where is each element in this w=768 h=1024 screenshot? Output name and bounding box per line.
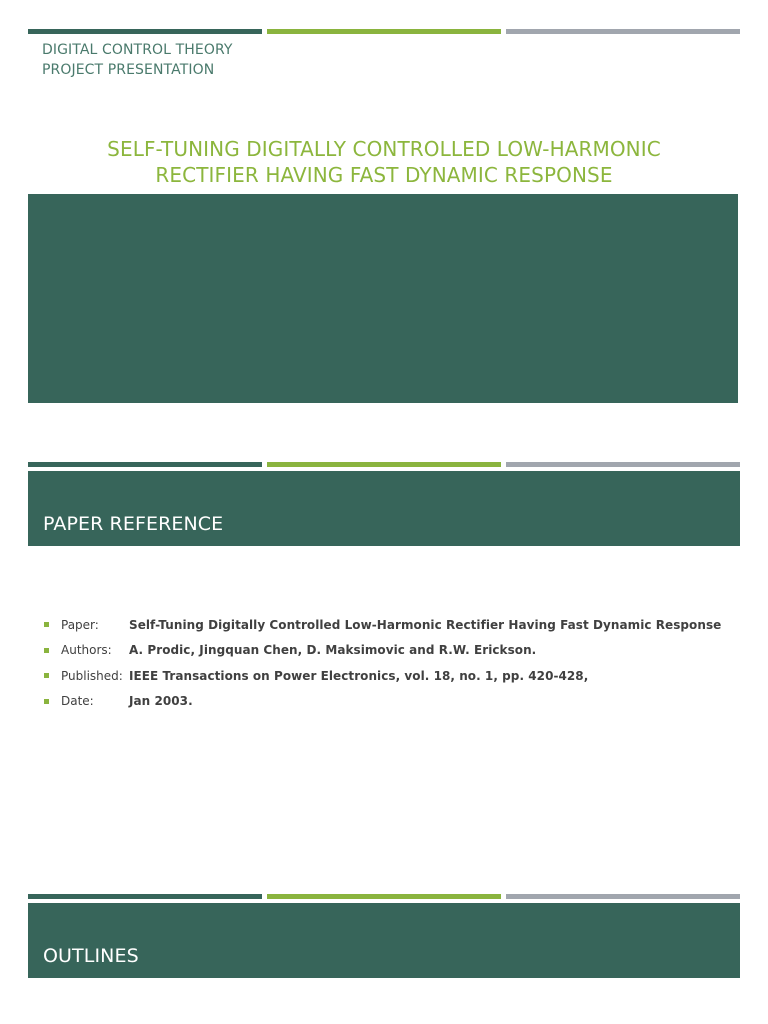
square-bullet-icon (44, 673, 49, 678)
reference-item-date (44, 689, 740, 715)
slide2-title-banner (28, 471, 740, 546)
square-bullet-icon (44, 699, 49, 704)
slide1-title (60, 136, 708, 188)
slide3-title: OUTLINES (43, 945, 139, 967)
reference-label: Date: (61, 694, 94, 709)
reference-value: Self-Tuning Digitally Controlled Low-Harmonic Rectifier Having Fast Dynamic Response (129, 617, 722, 632)
reference-item-published (44, 663, 740, 689)
stripe-dark-green (28, 462, 262, 467)
reference-list (44, 612, 740, 714)
reference-value: IEEE Transactions on Power Electronics, vol. 18, no. 1, pp. 420-428, (129, 668, 589, 683)
reference-label: Authors: (61, 643, 112, 658)
header-line-presentation: PROJECT PRESENTATION (42, 62, 215, 78)
slide1-header (42, 40, 233, 80)
slide1-green-panel (28, 194, 738, 403)
square-bullet-icon (44, 622, 49, 627)
stripe-gray (506, 29, 740, 34)
reference-item-authors (44, 638, 740, 664)
stripe-light-green (267, 462, 501, 467)
reference-value: Jan 2003. (129, 694, 193, 709)
title-line-1: SELF-TUNING DIGITALLY CONTROLLED LOW-HARMONIC (107, 137, 661, 161)
square-bullet-icon (44, 648, 49, 653)
stripe-dark-green (28, 29, 262, 34)
stripe-gray (506, 894, 740, 899)
reference-item-paper (44, 612, 740, 638)
stripe-light-green (267, 894, 501, 899)
slide2-title: PAPER REFERENCE (43, 513, 224, 535)
reference-label: Paper: (61, 617, 99, 632)
stripe-dark-green (28, 894, 262, 899)
slide3-title-banner (28, 903, 740, 978)
slide1-top-stripes (28, 29, 740, 34)
stripe-gray (506, 462, 740, 467)
stripe-light-green (267, 29, 501, 34)
header-line-course: DIGITAL CONTROL THEORY (42, 42, 233, 58)
slide2-top-stripes (28, 462, 740, 467)
title-line-2: RECTIFIER HAVING FAST DYNAMIC RESPONSE (155, 163, 613, 187)
reference-label: Published: (61, 668, 123, 683)
reference-value: A. Prodic, Jingquan Chen, D. Maksimovic and R.W. Erickson. (129, 643, 537, 658)
slide3-top-stripes (28, 894, 740, 899)
